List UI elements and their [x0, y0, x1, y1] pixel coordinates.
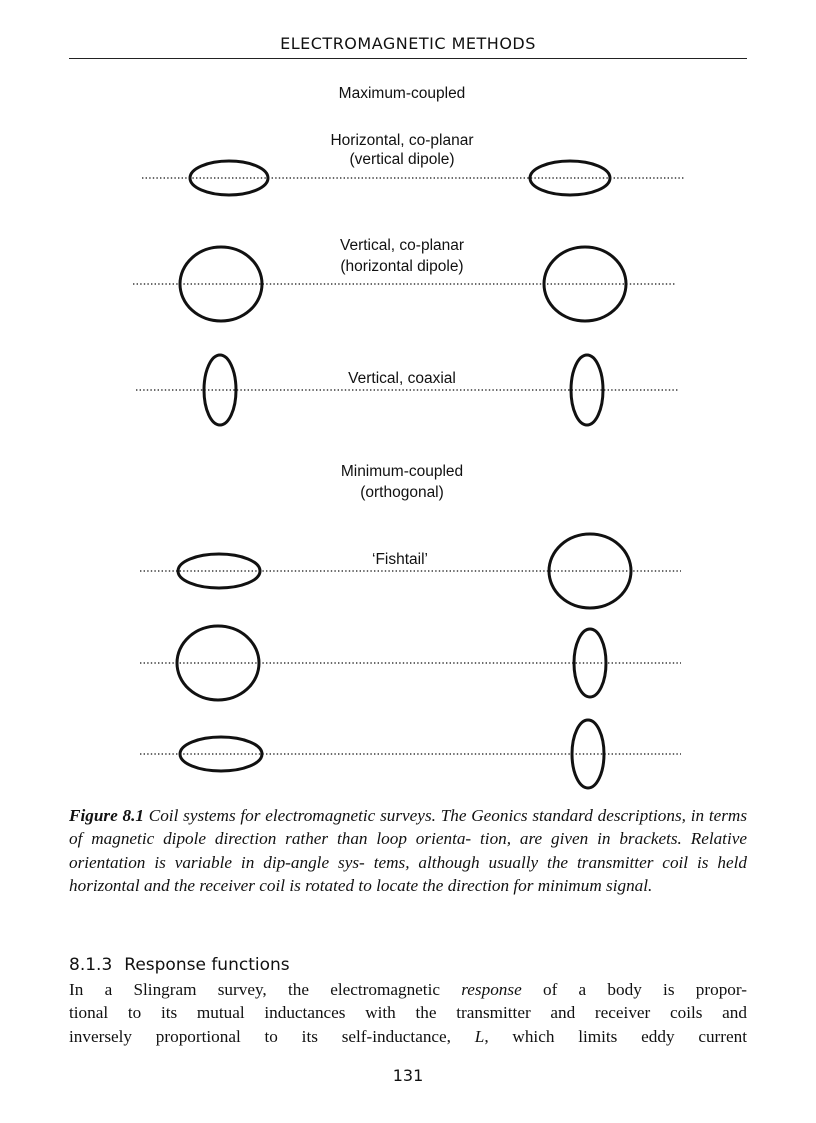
- caption-line-3: tion, are given in brackets. Relative orientation is variable in dip-angle sys-: [69, 829, 747, 872]
- section-number: 8.1.3: [69, 955, 113, 975]
- label-minimum-coupled: Minimum-coupled: [340, 463, 464, 480]
- caption-line-1: Coil systems for electromagnetic surveys. The Geonics standard: [148, 806, 593, 825]
- caption-line-4: tems, although usually the transmitter coil is held horizontal and the receiver: [69, 852, 748, 895]
- label-horizontal-dipole: (horizontal dipole): [340, 258, 464, 275]
- section-heading: [69, 955, 290, 975]
- coil-diagram: [0, 60, 816, 800]
- body-text-run: , which limits eddy current: [484, 1026, 747, 1046]
- body-paragraph: [69, 978, 747, 1048]
- transmitter-coil-vertical-face: [180, 247, 262, 321]
- figure-number: Figure 8.1: [69, 806, 144, 825]
- body-text-run: inversely proportional to its self-inductance,: [69, 1026, 475, 1046]
- header-rule: [69, 58, 747, 59]
- label-horizontal-coplanar: Horizontal, co-planar: [330, 132, 474, 149]
- label-fishtail: ‘Fishtail’: [372, 551, 428, 568]
- fishtail-transmitter-coil: [178, 554, 260, 588]
- orthogonal-transmitter-coil-face: [177, 626, 259, 700]
- label-vertical-coaxial: Vertical, coaxial: [348, 370, 456, 387]
- orthogonal-transmitter-coil-horizontal: [180, 737, 262, 771]
- caption-line-2: descriptions, in terms of magnetic dipole direction rather than loop orienta-: [69, 806, 748, 849]
- running-head: ELECTROMAGNETIC METHODS: [280, 34, 536, 53]
- label-vertical-dipole: (vertical dipole): [349, 151, 455, 168]
- body-text-run: of a body is propor-: [521, 980, 747, 999]
- figure-caption: [69, 804, 747, 897]
- page-number: 131: [392, 1066, 424, 1085]
- label-maximum-coupled: Maximum-coupled: [338, 85, 466, 102]
- caption-line-5: coil is rotated to locate the direction for minimum signal.: [259, 875, 653, 895]
- emphasis-response: response: [461, 980, 522, 999]
- section-title: Response functions: [124, 955, 290, 975]
- body-line-1: [69, 978, 747, 1001]
- figure-8-1: [0, 60, 816, 800]
- body-line-3: [69, 1025, 747, 1048]
- body-text-run: In a Slingram survey, the electromagnetic: [69, 980, 462, 999]
- label-vertical-coplanar: Vertical, co-planar: [339, 237, 465, 254]
- body-line-2: tional to its mutual inductances with the transmitter and receiver coils and: [69, 1003, 747, 1023]
- emphasis-L: L: [474, 1026, 485, 1046]
- receiver-coil-vertical-face: [544, 247, 626, 321]
- label-orthogonal: (orthogonal): [360, 484, 444, 501]
